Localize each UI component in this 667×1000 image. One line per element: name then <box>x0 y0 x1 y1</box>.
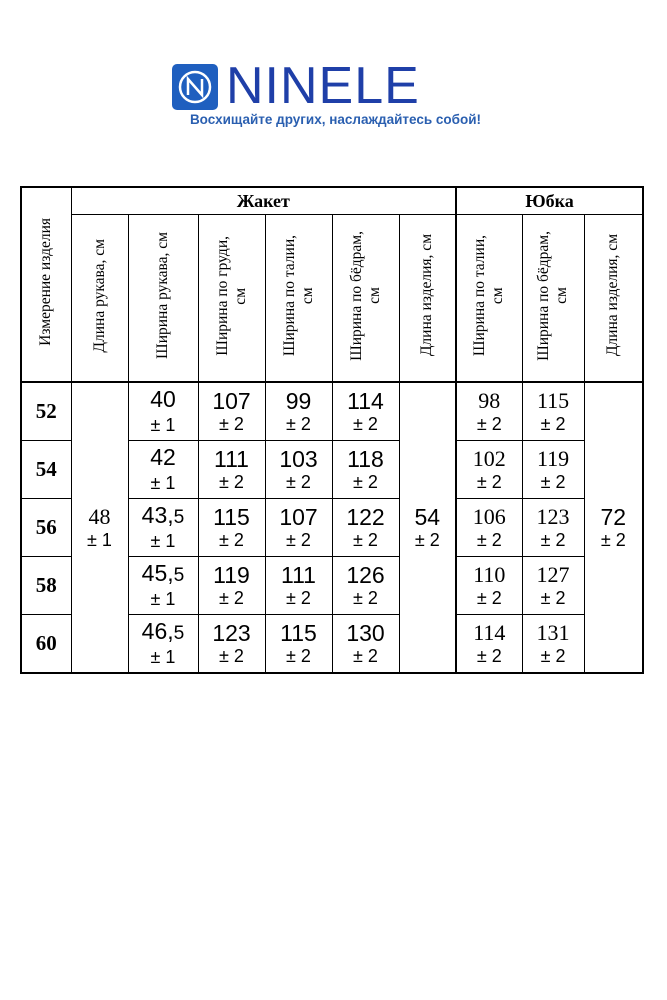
size-label: 56 <box>21 499 71 557</box>
col-header: Ширина по талии, см <box>456 215 522 383</box>
hips-cell: 114 ± 2 <box>332 382 399 441</box>
ninele-logo-icon <box>172 64 218 110</box>
skirt-hips-cell: 127 ± 2 <box>522 557 584 615</box>
skirt-waist-cell: 106 ± 2 <box>456 499 522 557</box>
col-header: Длина рукава, см <box>71 215 128 383</box>
brand-logo <box>172 57 502 115</box>
brand-slogan: Восхищайте других, наслаждайтесь собой! <box>189 112 482 127</box>
col-header: Ширина по бёдрам, см <box>332 215 399 383</box>
sleeve-width-cell: 46,5 ± 1 <box>128 615 198 674</box>
sleeve-width-cell: 45,5 ± 1 <box>128 557 198 615</box>
bust-cell: 115 ± 2 <box>198 499 265 557</box>
skirt-waist-cell: 110 ± 2 <box>456 557 522 615</box>
hips-cell: 126 ± 2 <box>332 557 399 615</box>
group-skirt: Юбка <box>456 187 643 215</box>
measure-header: Измерение изделия <box>21 187 71 382</box>
sleeve-width-cell: 40 ± 1 <box>128 382 198 441</box>
skirt-waist-cell: 102 ± 2 <box>456 441 522 499</box>
col-header: Длина изделия, см <box>584 215 643 383</box>
col-header: Ширина рукава, см <box>128 215 198 383</box>
size-label: 52 <box>21 382 71 441</box>
hips-cell: 122 ± 2 <box>332 499 399 557</box>
waist-cell: 107 ± 2 <box>265 499 332 557</box>
col-header: Ширина по бёдрам, см <box>522 215 584 383</box>
skirt-waist-cell: 114 ± 2 <box>456 615 522 674</box>
skirt-hips-cell: 123 ± 2 <box>522 499 584 557</box>
waist-cell: 99 ± 2 <box>265 382 332 441</box>
skirt-waist-cell: 98 ± 2 <box>456 382 522 441</box>
sleeve-length-cell: 48 ± 1 <box>71 382 128 673</box>
skirt-hips-cell: 131 ± 2 <box>522 615 584 674</box>
skirt-hips-cell: 115 ± 2 <box>522 382 584 441</box>
brand-name: NINELE <box>226 57 420 115</box>
col-header: Ширина по талии, см <box>265 215 332 383</box>
col-header: Ширина по груди, см <box>198 215 265 383</box>
group-jacket: Жакет <box>71 187 456 215</box>
jacket-length-cell: 54 ± 2 <box>399 382 456 673</box>
skirt-hips-cell: 119 ± 2 <box>522 441 584 499</box>
col-header: Длина изделия, см <box>399 215 456 383</box>
bust-cell: 123 ± 2 <box>198 615 265 674</box>
hips-cell: 118 ± 2 <box>332 441 399 499</box>
hips-cell: 130 ± 2 <box>332 615 399 674</box>
bust-cell: 111 ± 2 <box>198 441 265 499</box>
skirt-length-cell: 72 ± 2 <box>584 382 643 673</box>
bust-cell: 107 ± 2 <box>198 382 265 441</box>
size-label: 58 <box>21 557 71 615</box>
waist-cell: 103 ± 2 <box>265 441 332 499</box>
size-label: 54 <box>21 441 71 499</box>
table-row <box>21 382 643 441</box>
sleeve-width-cell: 42 ± 1 <box>128 441 198 499</box>
waist-cell: 111 ± 2 <box>265 557 332 615</box>
waist-cell: 115 ± 2 <box>265 615 332 674</box>
size-label: 60 <box>21 615 71 674</box>
sleeve-width-cell: 43,5 ± 1 <box>128 499 198 557</box>
bust-cell: 119 ± 2 <box>198 557 265 615</box>
size-table <box>20 186 644 674</box>
